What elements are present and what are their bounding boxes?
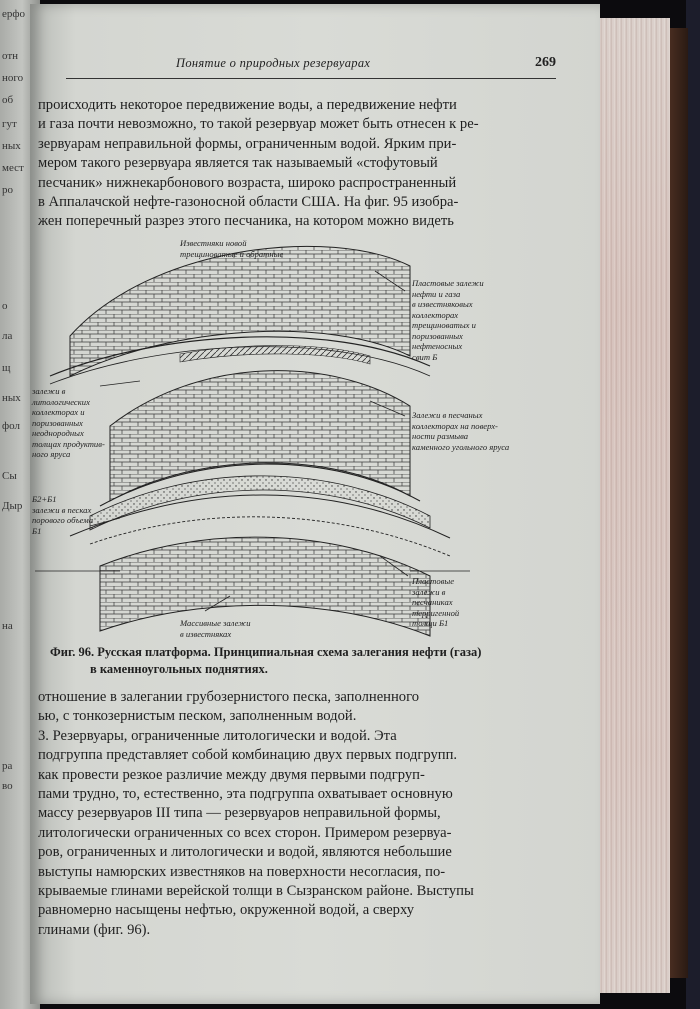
figure-label-line: в известняках <box>180 628 232 639</box>
figure-label-line: нефтеносных <box>412 341 463 351</box>
left-page-fragment: ра <box>2 760 13 772</box>
figure-label-line: коллекторах <box>412 309 459 320</box>
left-page-fragment: ного <box>2 72 24 84</box>
figure-label-line: Пластовые залежи <box>412 278 484 288</box>
figure-label-line: в известняковых <box>412 299 473 309</box>
text-line: 3. Резервуары, ограниченные литологически и водой. Эта <box>38 727 397 744</box>
left-page-fragment: о <box>2 300 8 312</box>
running-header <box>66 56 556 79</box>
figure-label-line: трещиноватые и обратные <box>180 248 284 259</box>
body-text-bottom <box>38 688 543 940</box>
text-line: глинами (фиг. 96). <box>38 921 151 938</box>
text-line: происходить некоторое передвижение воды, а передвижение нефти <box>38 97 457 113</box>
body-text-top <box>38 96 543 232</box>
background <box>686 0 700 1009</box>
figure-label-line: свит Б <box>412 351 438 362</box>
left-page-fragment: мест <box>2 162 24 174</box>
figure-label-line: трещиноватых и <box>412 320 476 330</box>
text-line: ров, ограниченных и литологически и водой, являются небольшие <box>38 844 452 861</box>
figure-label-line: Известняки новой <box>180 238 247 248</box>
left-page-fragment: Сы <box>2 470 17 482</box>
left-page-fragment: щ <box>2 362 11 374</box>
figure-label-line: поризованных <box>32 417 83 428</box>
text-line: отношение в залегании грубозернистого песка, заполненного <box>38 689 420 705</box>
text-line: выступы намюрских известняков на поверхности несогласия, по- <box>38 863 446 880</box>
label-right-middle <box>412 410 509 452</box>
text-line: массу резервуаров III типа — резервуаров неправильной формы, <box>38 805 441 822</box>
figure-label-line: порового объема <box>32 515 94 525</box>
running-title: Понятие о природных резервуарах <box>176 56 371 70</box>
page-number: 269 <box>535 55 556 70</box>
left-page-fragment: гут <box>2 118 17 130</box>
figure-label-line: залежи в <box>32 386 66 396</box>
figure-label-line: Массивные залежи <box>180 618 251 628</box>
figure-label-line: литологических <box>32 396 90 407</box>
left-page-fragment: ных <box>2 140 21 152</box>
book-page <box>30 4 600 1004</box>
label-bottom <box>180 618 251 639</box>
figure-cross-section <box>30 226 570 646</box>
text-line: пами трудно, то, естественно, эта подгруппа охватывает основную <box>38 786 453 803</box>
label-right-upper <box>412 278 484 362</box>
left-page-fragment: ерфо <box>2 8 26 20</box>
left-page-fragment: ла <box>2 330 13 342</box>
figure-label-line: песчаниках <box>412 597 453 607</box>
figure-label-line: Б1 <box>32 525 42 536</box>
figure-label-line: толщах продуктив- <box>32 438 105 449</box>
label-right-lower <box>412 576 459 629</box>
left-page-fragment: Дыр <box>2 500 23 512</box>
text-line: в Аппалачской нефте-газоносной области США. На фиг. 95 изобра- <box>38 194 459 211</box>
caption-line-1: Фиг. 96. Русская платформа. Принципиальная схема залегания нефти (газа) <box>50 645 482 659</box>
text-line: литологически ограниченных со всех сторон. Примером резервуа- <box>38 824 452 841</box>
left-page-fragment: отн <box>2 50 19 62</box>
text-line: песчаник» нижнекарбонового возраста, широко распространенный <box>38 174 457 191</box>
text-line: как провести резкое различие между двумя первыми подгруп- <box>38 766 425 783</box>
figure-label-line: Пластовые <box>412 576 455 586</box>
text-line: равномерно насыщены нефтью, окруженной водой, а сверху <box>38 902 415 919</box>
figure-label-line: Б2+Б1 <box>32 494 57 504</box>
text-line: ью, с тонкозернистым песком, заполненным водой. <box>38 708 357 725</box>
figure-label-line: залежи в <box>412 586 446 597</box>
figure-label-line: Залежи в песчаных <box>412 410 483 420</box>
left-page-fragment: во <box>2 780 13 792</box>
figure-label-line: неоднородных <box>32 428 84 438</box>
figure-label-line: каменного угольного яруса <box>412 441 510 452</box>
book-cover-edge <box>668 28 688 978</box>
figure-label-line: залежи в песках <box>32 504 92 515</box>
text-line: и газа почти невозможно, то такой резервуар может быть отнесен к ре- <box>38 116 479 133</box>
left-page-fragment: фол <box>2 420 20 432</box>
label-left-lower <box>32 494 93 536</box>
text-line: зервуарам неправильной формы, ограниченным водой. Ярким при- <box>38 135 457 152</box>
caption-line-2: в каменноугольных поднятиях. <box>90 662 268 676</box>
lower-limestone-arch <box>100 537 430 636</box>
left-page-fragment: на <box>2 620 13 632</box>
left-page-fragment: об <box>2 94 14 106</box>
figure-label-line: коллекторах на поверх- <box>412 420 498 431</box>
page-block-edge <box>598 18 670 993</box>
figure-label-line: коллекторах и <box>32 407 85 417</box>
figure-label-line: ного яруса <box>32 449 71 459</box>
text-line: мером такого резервуара является так называемый «стофутовый <box>38 155 438 172</box>
left-page-fragment: ро <box>2 184 13 196</box>
label-left-middle <box>32 386 105 460</box>
text-line: жен поперечный разрез этого песчаника, на котором можно видеть <box>38 213 454 230</box>
figure-label-line: терригенной <box>412 607 460 618</box>
figure-label-line: поризованных <box>412 330 463 341</box>
figure-caption <box>50 644 530 678</box>
text-line: подгруппа представляет собой комбинацию двух первых подгрупп. <box>38 747 458 764</box>
figure-label-line: ности размыва <box>412 431 469 441</box>
label-top-arch <box>180 238 283 259</box>
figure-label-line: толщи Б1 <box>412 618 449 628</box>
figure-label-line: нефти и газа <box>412 288 461 299</box>
left-page-fragment: ных <box>2 392 21 404</box>
text-line: крываемые глинами верейской толщи в Сызранском районе. Выступы <box>38 883 474 900</box>
